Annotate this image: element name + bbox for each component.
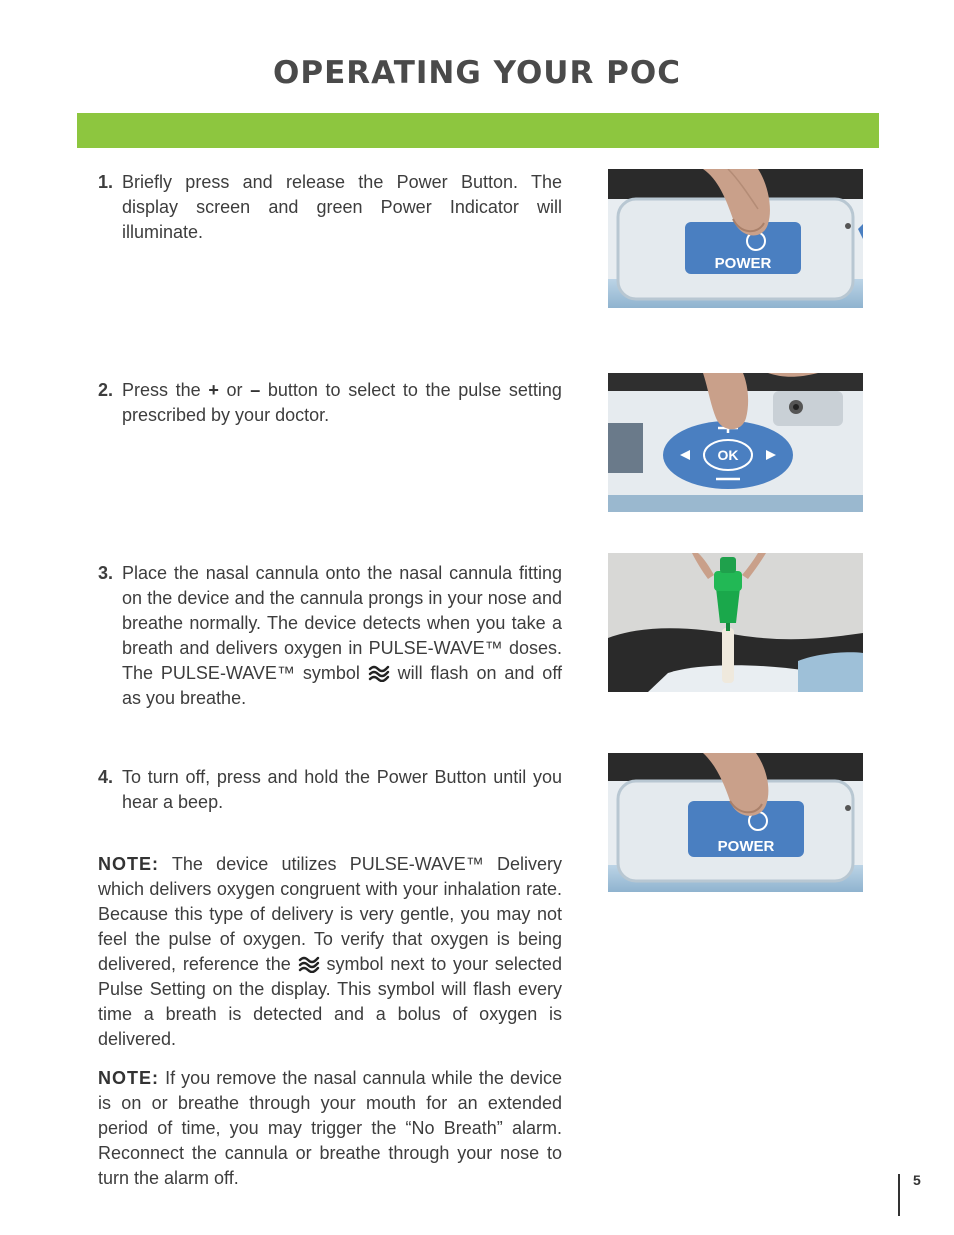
note-1 bbox=[98, 852, 562, 1052]
photo-pulse-buttons bbox=[608, 373, 863, 512]
page-number-rule bbox=[898, 1174, 900, 1216]
step-number: 1. bbox=[98, 172, 114, 192]
page-number: 5 bbox=[913, 1172, 921, 1188]
minus-symbol: – bbox=[250, 380, 261, 400]
note-2 bbox=[98, 1066, 562, 1191]
photo-power-press bbox=[608, 169, 863, 308]
power-button-label: POWER bbox=[717, 838, 775, 855]
step-text-end: will flash on and off as you breathe. bbox=[122, 663, 562, 708]
pulse-wave-icon bbox=[368, 664, 390, 682]
note-label: NOTE: bbox=[98, 854, 159, 874]
step-2 bbox=[98, 378, 562, 428]
step-text-end: button to select to the pulse setting prescribed by your doctor. bbox=[122, 380, 562, 425]
photo-cannula-fitting bbox=[608, 553, 863, 692]
ok-button-label: OK bbox=[717, 447, 739, 463]
step-number: 4. bbox=[98, 767, 114, 787]
step-text-start: Place the nasal cannula onto the nasal cannula fitting on the device and the cannula prongs in your nose and breathe normally. The device detects when you take a breath and delivers oxygen in PULSE-WAVE™ doses. The PULSE-WAVE™ symbol bbox=[122, 563, 562, 683]
section-header-bar bbox=[77, 113, 879, 148]
step-3 bbox=[98, 561, 562, 711]
step-text bbox=[98, 561, 562, 711]
step-text: To turn off, press and hold the Power Button until you hear a beep. bbox=[122, 767, 562, 812]
photo-power-hold bbox=[608, 753, 863, 892]
step-text-start: Press the bbox=[122, 380, 201, 400]
step-1 bbox=[98, 170, 562, 245]
note-text-end: symbol next to your selected Pulse Setting on the display. This symbol will flash every time a breath is detected and a bolus of oxygen is delivered. bbox=[98, 954, 562, 1049]
note-label: NOTE: bbox=[98, 1068, 159, 1088]
step-text bbox=[98, 378, 562, 428]
plus-symbol: + bbox=[208, 380, 219, 400]
note-text-start: The device utilizes PULSE-WAVE™ Delivery which delivers oxygen congruent with your inhalation rate. Because this type of delivery is very gentle, you may not feel the pulse of oxygen. To verify that oxygen is being delivered, reference the bbox=[98, 854, 562, 974]
step-number: 3. bbox=[98, 563, 114, 583]
step-text: Briefly press and release the Power Button. The display screen and green Power Indicator will illuminate. bbox=[122, 172, 562, 242]
pulse-wave-icon bbox=[298, 955, 320, 973]
page-title: OPERATING YOUR POC bbox=[273, 55, 681, 91]
or-word: or bbox=[226, 380, 243, 400]
note-text: If you remove the nasal cannula while the device is on or breathe through your mouth for an extended period of time, you may trigger the “No Breath” alarm. Reconnect the cannula or breathe through your nose to turn the alarm off. bbox=[98, 1068, 562, 1188]
step-number: 2. bbox=[98, 380, 114, 400]
power-button-label: POWER bbox=[714, 255, 772, 272]
step-4 bbox=[98, 765, 562, 815]
